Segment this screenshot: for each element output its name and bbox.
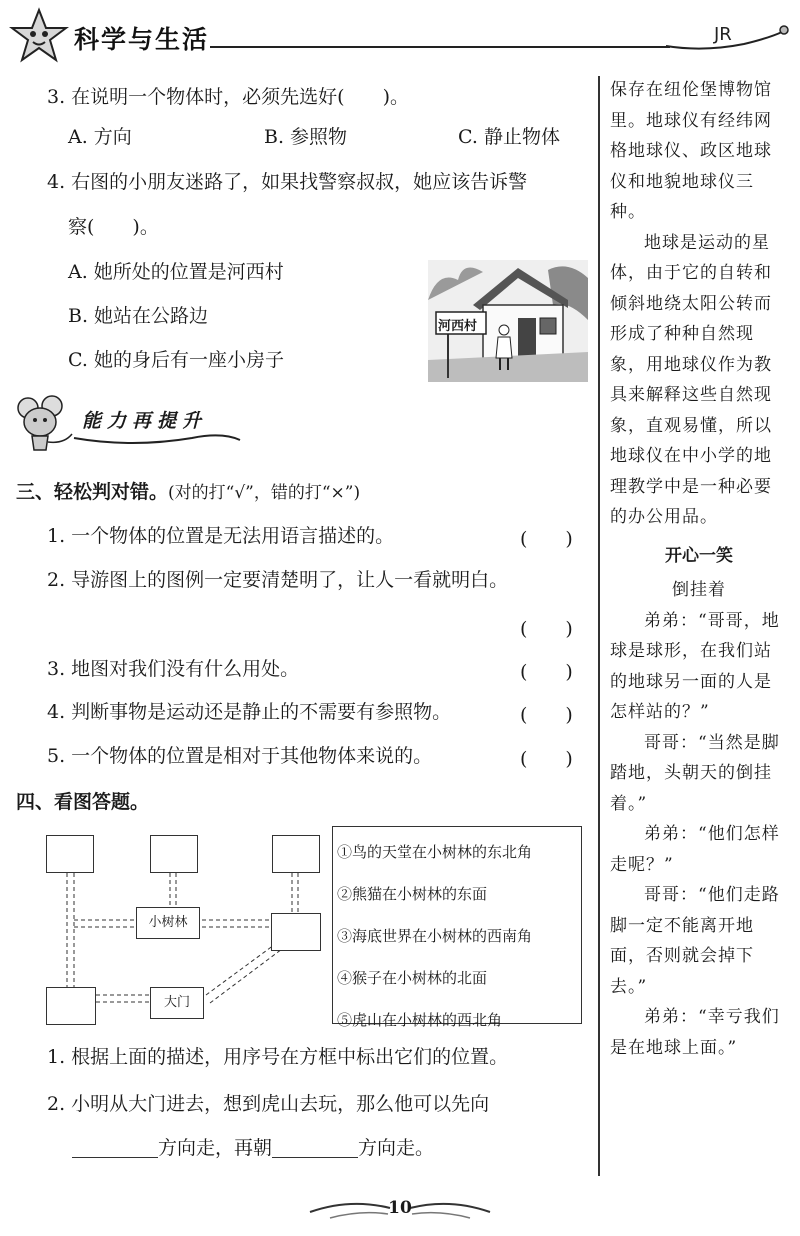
map-grove-label: 小树林: [136, 907, 200, 939]
ability-banner: [12, 392, 242, 452]
q3-option-a: A. 方向: [68, 126, 132, 148]
q2-part2: 方向走。: [358, 1137, 435, 1159]
q4-option-a: A. 她所处的位置是河西村: [68, 261, 284, 283]
judge-item-3: 3. 地图对我们没有什么用处。: [47, 658, 300, 680]
q4-stem-line2: 察( )。: [68, 216, 159, 238]
joke-line-2: 哥哥：“当然是脚踏地，头朝天的倒挂着。”: [610, 732, 780, 814]
sidebar: [610, 75, 788, 1063]
column-divider: [598, 76, 600, 1176]
section3-title: 三、轻松判对错。: [16, 481, 169, 503]
q4-option-b: B. 她站在公路边: [68, 305, 209, 327]
q4-stem-line1: 4. 右图的小朋友迷路了，如果找警察叔叔，她应该告诉警: [47, 171, 528, 193]
sidebar-para1: 保存在纽伦堡博物馆里。地球仪有经纬网格地球仪、政区地球仪和地貌地球仪三种。: [610, 80, 772, 222]
q3-stem: 3. 在说明一个物体时，必须先选好( )。: [47, 86, 409, 108]
q4-option-c: C. 她的身后有一座小房子: [68, 349, 284, 371]
section3-heading: [16, 483, 360, 502]
judge-item-4: 4. 判断事物是运动还是静止的不需要有参照物。: [47, 701, 452, 723]
header-title: 科学与生活: [74, 25, 210, 54]
sidebar-para2: 地球是运动的星体，由于它的自转和倾斜地绕太阳公转而形成了种种自然现象，用地球仪作为教具来解释这些自然现象，直观易懂，所以地球仪在中小学的地理教学中是一种必要的办公用品。: [610, 232, 772, 527]
judge-answer-3[interactable]: ( ): [520, 661, 573, 683]
legend-item: ⑤虎山在小树林的西北角: [337, 1011, 503, 1029]
judge-answer-5[interactable]: ( ): [520, 748, 573, 770]
q3-option-b: B. 参照物: [264, 126, 348, 148]
map-box-east[interactable]: [271, 913, 321, 951]
map-legend: [332, 826, 582, 1029]
judge-answer-2[interactable]: ( ): [520, 618, 573, 640]
mascot-star-icon: [8, 6, 70, 68]
banner-text: 能力再提升: [82, 410, 208, 432]
joke-line-1: 弟弟：“哥哥，地球是球形，在我们站的地球另一面的人是怎样站的？”: [610, 610, 780, 722]
header-code: JR: [714, 24, 732, 45]
joke-line-5: 弟弟：“幸亏我们是在地球上面。”: [610, 1007, 780, 1058]
q3-option-c: C. 静止物体: [458, 126, 560, 148]
map-box-northeast[interactable]: [272, 835, 320, 873]
header: [0, 0, 800, 70]
judge-item-2: 2. 导游图上的图例一定要清楚明了，让人一看就明白。: [47, 569, 509, 591]
judge-item-1: 1. 一个物体的位置是无法用语言描述的。: [47, 525, 395, 547]
section4-q2-line2: [72, 1137, 434, 1158]
footer: [300, 1190, 500, 1226]
house-illustration: [428, 260, 588, 382]
judge-answer-4[interactable]: ( ): [520, 704, 573, 726]
map-diagram: [46, 835, 332, 1027]
joke-line-3: 弟弟：“他们怎样走呢？”: [610, 824, 780, 875]
section4-q1: 1. 根据上面的描述，用序号在方框中标出它们的位置。: [47, 1046, 509, 1068]
legend-item: ②熊猫在小树林的东面: [337, 885, 488, 903]
joke-line-4: 哥哥：“他们走路脚一定不能离开地面，否则就会掉下去。”: [610, 885, 780, 997]
map-gate-label: 大门: [150, 987, 204, 1019]
joke-title: 开心一笑: [665, 545, 733, 566]
page-number: 10: [388, 1198, 412, 1218]
map-box-southwest[interactable]: [46, 987, 96, 1025]
judge-answer-1[interactable]: ( ): [520, 528, 573, 550]
section4-q2-line1: 2. 小明从大门进去，想到虎山去玩，那么他可以先向: [47, 1093, 490, 1115]
legend-item: ①鸟的天堂在小树林的东北角: [337, 843, 533, 861]
judge-item-5: 5. 一个物体的位置是相对于其他物体来说的。: [47, 745, 433, 767]
answer-blank-2[interactable]: [272, 1137, 358, 1158]
q2-part1: 方向走，再朝: [158, 1137, 273, 1159]
section3-instruction: (对的打“√”，错的打“×”): [168, 483, 361, 503]
mouse-mascot-icon: [12, 392, 76, 452]
banner-swash: [72, 426, 242, 446]
answer-blank-1[interactable]: [72, 1137, 158, 1158]
section4-title: 四、看图答题。: [16, 791, 150, 813]
legend-item: ④猴子在小树林的北面: [337, 969, 488, 987]
map-box-north[interactable]: [150, 835, 198, 873]
map-box-northwest[interactable]: [46, 835, 94, 873]
header-rule: [210, 46, 670, 48]
village-sign-text: 河西村: [438, 319, 478, 334]
legend-item: ③海底世界在小树林的西南角: [337, 927, 533, 945]
joke-subtitle: 倒挂着: [672, 580, 726, 600]
